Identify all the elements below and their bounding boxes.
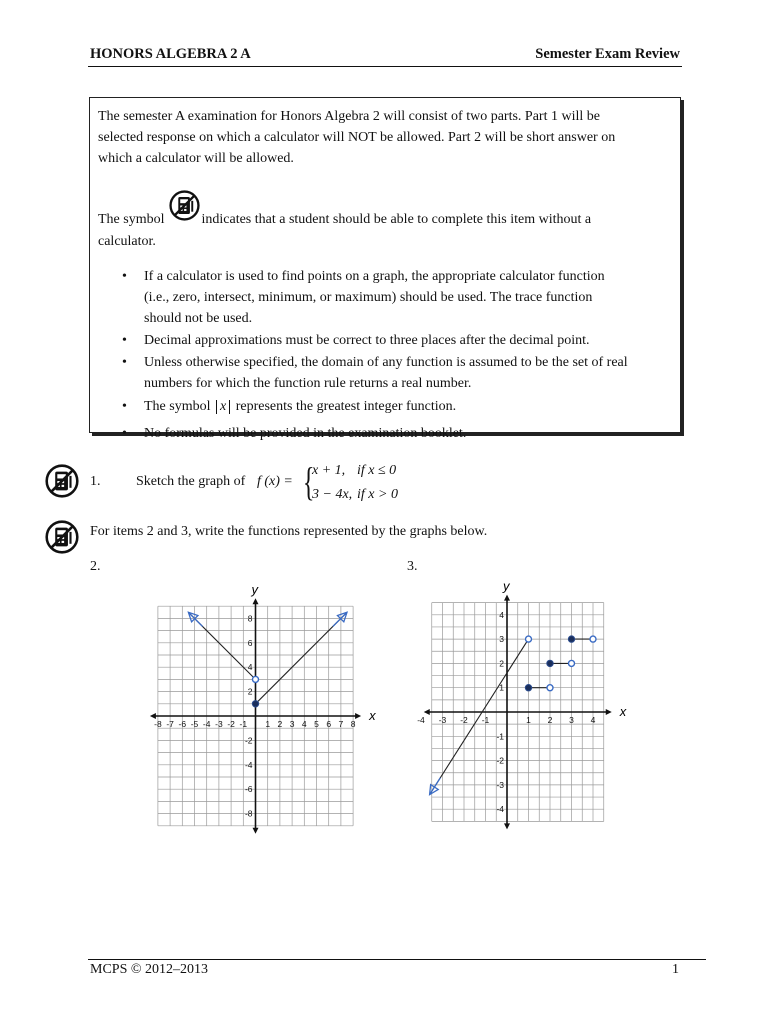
symbol-note — [98, 200, 672, 231]
rule-1-line-3: should not be used. — [144, 311, 253, 326]
x-tick-label: 2 — [547, 715, 553, 725]
closed-point — [525, 685, 531, 691]
case-1-expression: x + 1, — [312, 463, 346, 478]
no-calculator-icon — [45, 464, 79, 498]
rule-2-line-1: • Decimal approximations must be correct to three places after the decimal point. — [144, 333, 590, 348]
closed-point — [252, 701, 258, 707]
item-2-graph — [140, 582, 380, 825]
copyright: MCPS © 2012–2013 — [90, 962, 208, 977]
y-tick-label: 4 — [499, 609, 504, 620]
rule-4-post: represents the greatest integer function. — [235, 399, 457, 414]
no-calculator-icon — [169, 190, 200, 221]
y-tick-label: 2 — [247, 686, 253, 697]
course-title: HONORS ALGEBRA 2 A — [90, 46, 251, 62]
y-tick-label: 8 — [247, 613, 253, 624]
piecewise-brace: { — [302, 459, 315, 504]
open-point — [547, 685, 553, 691]
open-point — [569, 660, 575, 666]
x-tick-label: -2 — [460, 715, 468, 725]
open-point — [590, 636, 596, 642]
x-tick-label: -8 — [154, 719, 162, 729]
symbol-note-post: indicates that a student should be able to complete this item without a — [201, 212, 592, 227]
rule-1-line-1: • If a calculator is used to find points on a graph, the appropriate calculator function — [144, 269, 605, 284]
x-tick-label: 4 — [590, 715, 596, 725]
y-tick-label: -6 — [244, 784, 253, 795]
case-2-condition: if x > 0 — [357, 487, 398, 502]
y-tick-label: -8 — [244, 808, 253, 819]
x-tick-label: -1 — [239, 719, 248, 729]
rule-5-line-1: • No formulas will be provided in the examination booklet. — [144, 426, 467, 441]
x-tick-label: 3 — [289, 719, 295, 729]
axis-arrow-icon — [253, 828, 259, 834]
y-tick-label: 6 — [247, 637, 253, 648]
item-1-number: 1. — [90, 474, 101, 489]
rule-3-line-1: • Unless otherwise specified, the domain of any function is assumed to be the set of real — [144, 355, 628, 370]
x-axis-label: x — [619, 704, 627, 719]
x-tick-label: -1 — [481, 715, 490, 725]
axis-arrow-icon — [253, 598, 259, 604]
x-tick-label: 1 — [265, 719, 271, 729]
y-tick-label: -4 — [244, 759, 253, 770]
y-tick-label: -2 — [244, 735, 253, 746]
x-axis-label: x — [369, 708, 376, 723]
greatest-integer-symbol: x — [216, 400, 230, 414]
y-tick-label: -1 — [496, 731, 504, 742]
x-tick-label: -2 — [227, 719, 235, 729]
arrowhead-icon — [430, 785, 439, 795]
case-2-expression: 3 − 4x, — [312, 487, 353, 502]
x-tick-label: -4 — [417, 715, 425, 725]
y-tick-label: -4 — [496, 804, 504, 815]
rule-item — [144, 352, 672, 394]
x-tick-label: 4 — [301, 719, 307, 729]
items-2-3-prompt: For items 2 and 3, write the functions represented by the graphs below. — [90, 524, 488, 539]
rule-item — [144, 396, 672, 417]
axis-arrow-icon — [504, 595, 510, 601]
closed-point — [547, 660, 553, 666]
x-tick-label: -3 — [438, 715, 447, 725]
item-3-number: 3. — [407, 559, 418, 574]
x-tick-label: 5 — [314, 719, 319, 729]
symbol-note-pre: The symbol — [98, 212, 165, 227]
intro-line-1: The semester A examination for Honors Algebra 2 will consist of two parts. Part 1 will be — [98, 109, 600, 124]
x-tick-label: -3 — [215, 719, 223, 729]
y-tick-label: -3 — [496, 779, 504, 790]
header-rule — [88, 66, 682, 67]
function-name: f (x) = — [257, 474, 293, 489]
rules-list — [98, 266, 672, 444]
x-tick-label: -5 — [190, 719, 199, 729]
y-axis-label: y — [251, 582, 258, 598]
rule-1-line-2: (i.e., zero, intersect, minimum, or maximum) should be used. The trace function — [144, 290, 593, 305]
rule-4-pre: The symbol — [144, 399, 211, 414]
x-tick-label: 1 — [526, 715, 531, 725]
item-3-graph — [408, 578, 627, 825]
y-tick-label: 4 — [247, 662, 253, 673]
open-point — [253, 676, 259, 682]
rule-item — [144, 330, 672, 351]
x-tick-label: 7 — [338, 719, 344, 729]
page-number: 1 — [672, 962, 679, 977]
case-1-condition: if x ≤ 0 — [357, 463, 397, 478]
axis-arrow-icon — [606, 709, 612, 715]
x-tick-label: 3 — [569, 715, 574, 725]
rule-item — [144, 423, 672, 444]
intro-line-3: which a calculator will be allowed. — [98, 151, 294, 166]
x-tick-label: -6 — [178, 719, 187, 729]
y-tick-label: 3 — [499, 634, 504, 645]
y-tick-label: -2 — [496, 755, 504, 766]
x-tick-label: 6 — [326, 719, 332, 729]
closed-point — [568, 636, 574, 642]
y-tick-label: 1 — [499, 682, 504, 693]
axis-arrow-icon — [355, 713, 361, 719]
no-calculator-icon — [45, 520, 79, 554]
axis-arrow-icon — [504, 823, 510, 829]
open-point — [526, 636, 532, 642]
y-axis-label: y — [503, 578, 510, 594]
x-tick-label: -7 — [166, 719, 174, 729]
intro-line-2: selected response on which a calculator will NOT be allowed. Part 2 will be short answer on — [98, 130, 616, 145]
rule-3-line-2: numbers for which the function rule returns a real number. — [144, 376, 472, 391]
x-tick-label: 8 — [350, 719, 356, 729]
y-tick-label: 2 — [499, 658, 504, 669]
x-tick-label: -4 — [202, 719, 211, 729]
item-2-number: 2. — [90, 559, 101, 574]
instructions-box — [89, 97, 681, 441]
symbol-note-2: calculator. — [98, 234, 156, 249]
footer-rule — [88, 959, 706, 960]
x-tick-label: 2 — [277, 719, 283, 729]
document-title: Semester Exam Review — [535, 46, 680, 62]
item-1-prompt: Sketch the graph of — [136, 474, 246, 489]
rule-item — [144, 266, 672, 329]
